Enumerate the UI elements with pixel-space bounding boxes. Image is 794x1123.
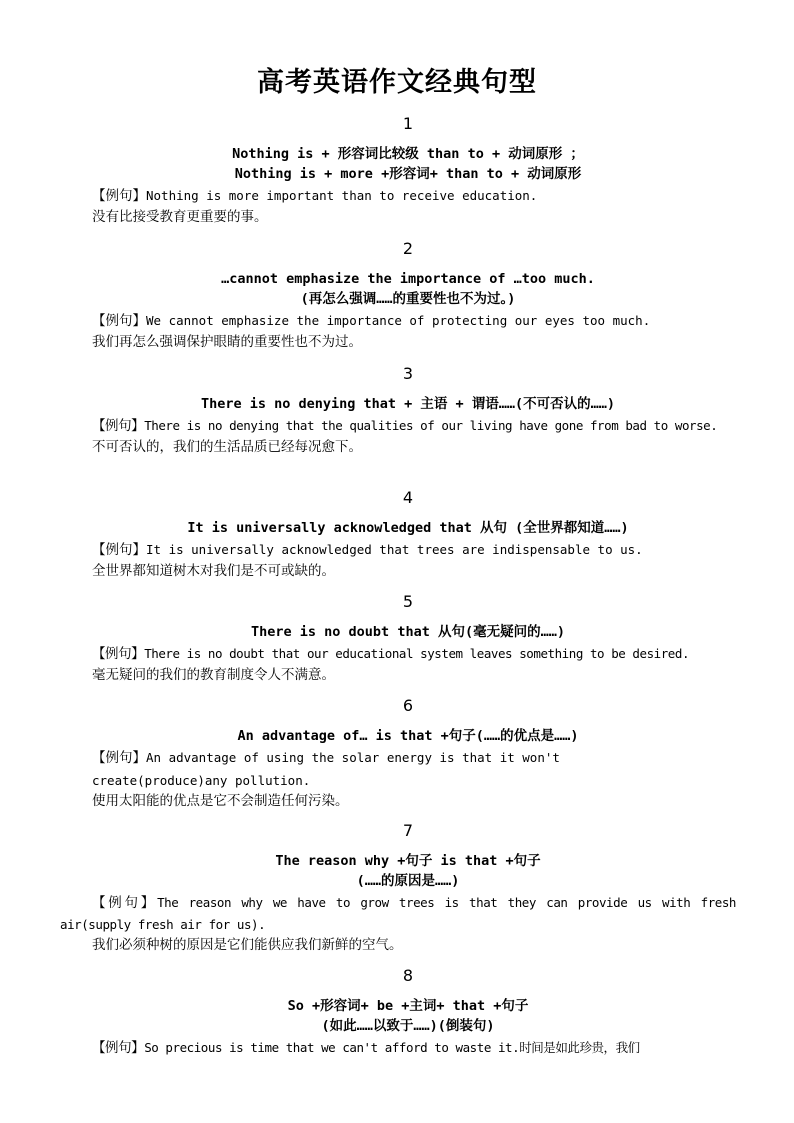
example-text: The reason why we have to grow trees is that they can provide us with fresh air(supply fresh air for us). <box>60 895 736 932</box>
example-sentence <box>60 892 736 935</box>
example-tag: 【例句】 <box>92 313 146 329</box>
example-tag: 【例句】 <box>92 750 146 766</box>
example-sentence <box>60 747 736 769</box>
section-6 <box>60 696 736 811</box>
section-number: 3 <box>402 364 414 383</box>
section-5 <box>60 592 736 685</box>
example-sentence <box>60 539 736 561</box>
example-text: An advantage of using the solar energy is that it won't <box>146 750 560 765</box>
section-number: 6 <box>402 696 414 715</box>
example-tag: 【例句】 <box>92 542 146 558</box>
example-sentence <box>60 643 736 665</box>
example-sentence <box>60 185 736 207</box>
example-sentence <box>60 415 736 437</box>
sentence-pattern: There is no denying that + 主语 + 谓语……(不可否认的……) <box>200 396 616 412</box>
section-number: 2 <box>402 239 414 258</box>
sentence-pattern: There is no doubt that 从句(毫无疑问的……) <box>251 624 565 640</box>
example-sentence <box>60 1037 736 1059</box>
sentence-pattern: An advantage of… is that +句子(……的优点是……) <box>237 728 579 744</box>
sentence-pattern: Nothing is + more +形容词+ than to + 动词原形 <box>234 166 582 182</box>
example-tag: 【例句】 <box>92 895 158 911</box>
section-8 <box>60 966 736 1059</box>
sentence-pattern: (……的原因是……) <box>356 873 460 889</box>
sentence-pattern: The reason why +句子 is that +句子 <box>275 853 541 869</box>
example-text: So precious is time that we can't afford to waste it.时间是如此珍贵，我们 <box>144 1040 640 1055</box>
example-sentence-continued: create(produce)any pollution. <box>92 773 311 788</box>
sentence-pattern: So +形容词+ be +主词+ that +句子 <box>287 998 529 1014</box>
example-tag: 【例句】 <box>92 1040 145 1056</box>
example-text: There is no denying that the qualities of our living have gone from bad to worse. <box>144 418 718 433</box>
sentence-pattern: …cannot emphasize the importance of …too much. <box>221 271 595 287</box>
sentence-pattern: (再怎么强调……的重要性也不为过。) <box>300 291 516 307</box>
section-1 <box>60 114 736 227</box>
example-translation: 全世界都知道树木对我们是不可或缺的。 <box>92 563 335 579</box>
section-number: 4 <box>402 488 414 507</box>
section-number: 5 <box>402 592 414 611</box>
example-translation: 我们再怎么强调保护眼睛的重要性也不为过。 <box>92 334 362 350</box>
example-translation: 使用太阳能的优点是它不会制造任何污染。 <box>92 793 349 809</box>
example-tag: 【例句】 <box>92 418 145 434</box>
example-translation: 毫无疑问的我们的教育制度令人不满意。 <box>92 667 335 683</box>
example-translation: 我们必须种树的原因是它们能供应我们新鲜的空气。 <box>92 937 403 953</box>
section-number: 7 <box>402 821 414 840</box>
sentence-pattern: Nothing is + 形容词比较级 than to + 动词原形 ； <box>232 146 584 162</box>
example-tag: 【例句】 <box>92 646 145 662</box>
section-3 <box>60 364 736 457</box>
section-4 <box>60 488 736 581</box>
example-text: It is universally acknowledged that trees are indispensable to us. <box>146 542 643 557</box>
page-title: 高考英语作文经典句型 <box>257 67 537 98</box>
example-translation: 没有比接受教育更重要的事。 <box>92 209 268 225</box>
sentence-pattern: It is universally acknowledged that 从句 (全世界都知道……) <box>187 520 629 536</box>
section-number: 8 <box>402 966 414 985</box>
example-text: There is no doubt that our educational system leaves something to be desired. <box>144 646 690 661</box>
section-number: 1 <box>402 114 414 133</box>
example-text: We cannot emphasize the importance of protecting our eyes too much. <box>146 313 651 328</box>
example-text: Nothing is more important than to receive education. <box>146 188 538 203</box>
section-7 <box>60 821 736 955</box>
section-2 <box>60 239 736 352</box>
example-translation: 不可否认的，我们的生活品质已经每况愈下。 <box>92 439 362 455</box>
sentence-pattern: (如此……以致于……)(倒装句) <box>321 1018 495 1034</box>
example-tag: 【例句】 <box>92 188 146 204</box>
example-sentence <box>60 310 736 332</box>
